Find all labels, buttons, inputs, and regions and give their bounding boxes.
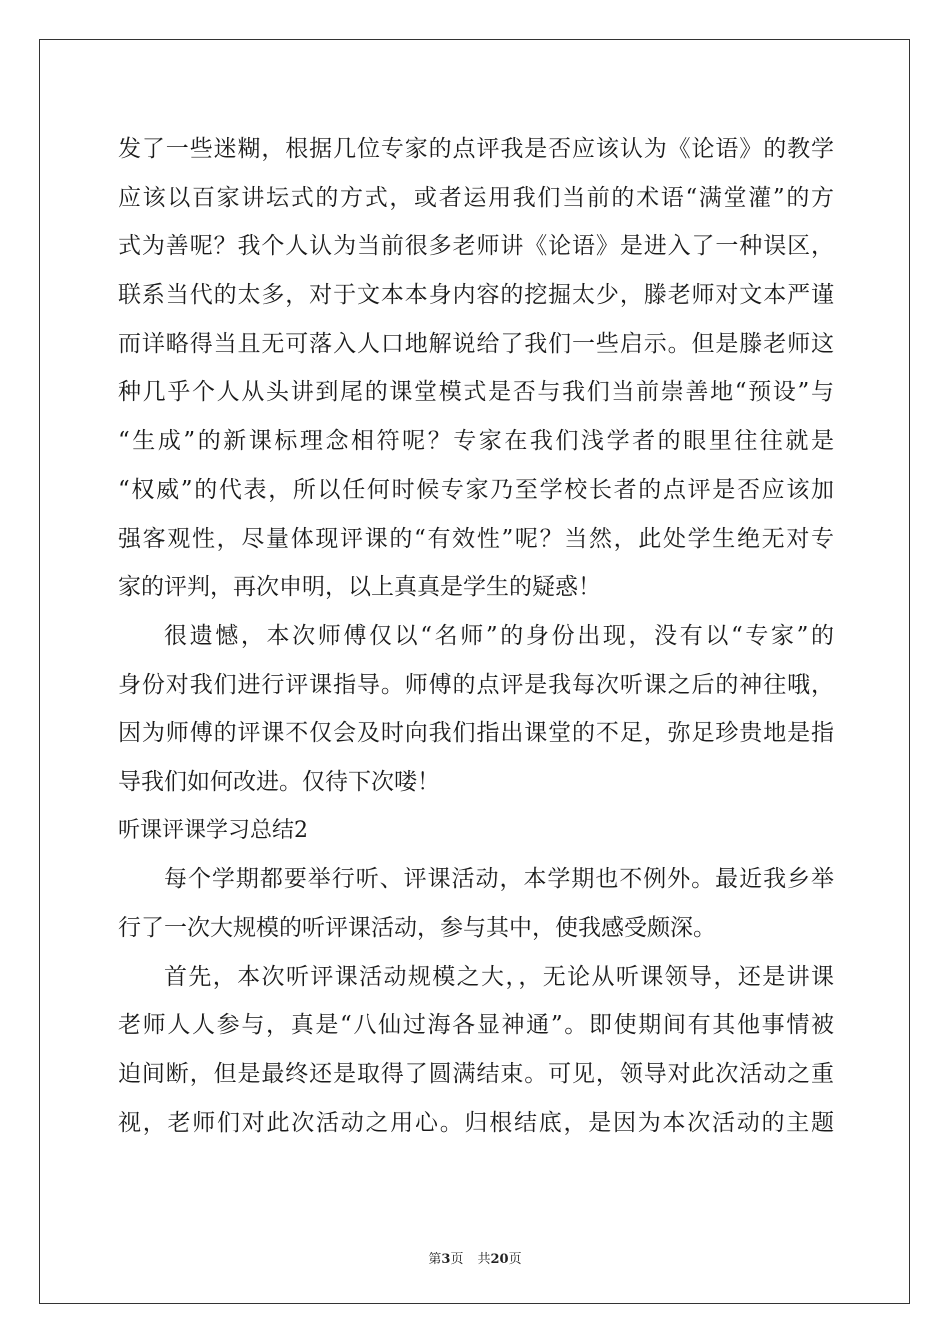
footer-page-number: 3	[441, 1252, 451, 1267]
body-line-8: “权威”的代表，所以任何时候专家乃至学校长者的点评是否应该加	[118, 476, 834, 503]
footer-mid: 页	[450, 1252, 464, 1267]
body-line-13: 因为师傅的评课不仅会及时向我们指出课堂的不足，弥足珍贵地是指	[118, 720, 834, 747]
body-line-4: 联系当代的太多，对于文本本身内容的挖掘太少，滕老师对文本严谨	[118, 282, 834, 309]
body-line-5: 而详略得当且无可落入人口地解说给了我们一些启示。但是滕老师这	[118, 330, 834, 357]
body-line-12: 身份对我们进行评课指导。师傅的点评是我每次听课之后的神往哦，	[118, 671, 834, 698]
body-line-17: 行了一次大规模的听评课活动，参与其中，使我感受颇深。	[118, 915, 716, 941]
footer-suffix: 页	[508, 1252, 522, 1267]
body-line-14: 导我们如何改进。仅待下次喽！	[118, 768, 440, 795]
body-line-11: 很遗憾，本次师傅仅以“名师”的身份出现，没有以“专家”的	[164, 622, 834, 649]
section-heading: 听课评课学习总结2	[118, 817, 308, 843]
body-line-19: 老师人人参与，真是“八仙过海各显神通”。即使期间有其他事情被	[118, 1012, 834, 1039]
footer-total-pages: 20	[490, 1252, 509, 1267]
footer-prefix: 第	[428, 1252, 442, 1267]
body-line-6: 种几乎个人从头讲到尾的课堂模式是否与我们当前崇善地“预设”与	[118, 379, 834, 406]
body-line-2: 应该以百家讲坛式的方式，或者运用我们当前的术语“满堂灌”的方	[118, 184, 834, 211]
body-line-16: 每个学期都要举行听、评课活动，本学期也不例外。最近我乡举	[164, 866, 834, 893]
body-line-7: “生成”的新课标理念相符呢？专家在我们浅学者的眼里往往就是	[118, 428, 834, 455]
document-body	[118, 125, 834, 1147]
body-line-1: 发了一些迷糊，根据几位专家的点评我是否应该认为《论语》的教学	[118, 136, 834, 162]
body-line-3: 式为善呢？我个人认为当前很多老师讲《论语》是进入了一种误区，	[118, 233, 834, 260]
body-line-21: 视，老师们对此次活动之用心。归根结底，是因为本次活动的主题	[118, 1109, 834, 1136]
body-line-10: 家的评判，再次申明，以上真真是学生的疑惑！	[118, 574, 601, 601]
page-footer	[0, 1248, 950, 1267]
footer-total-prefix: 共	[477, 1252, 491, 1267]
body-line-18: 首先，本次听评课活动规模之大，，无论从听课领导，还是讲课	[164, 963, 834, 990]
body-line-9: 强客观性，尽量体现评课的“有效性”呢？当然，此处学生绝无对专	[118, 525, 834, 552]
body-line-20: 迫间断，但是最终还是取得了圆满结束。可见，领导对此次活动之重	[118, 1061, 834, 1088]
